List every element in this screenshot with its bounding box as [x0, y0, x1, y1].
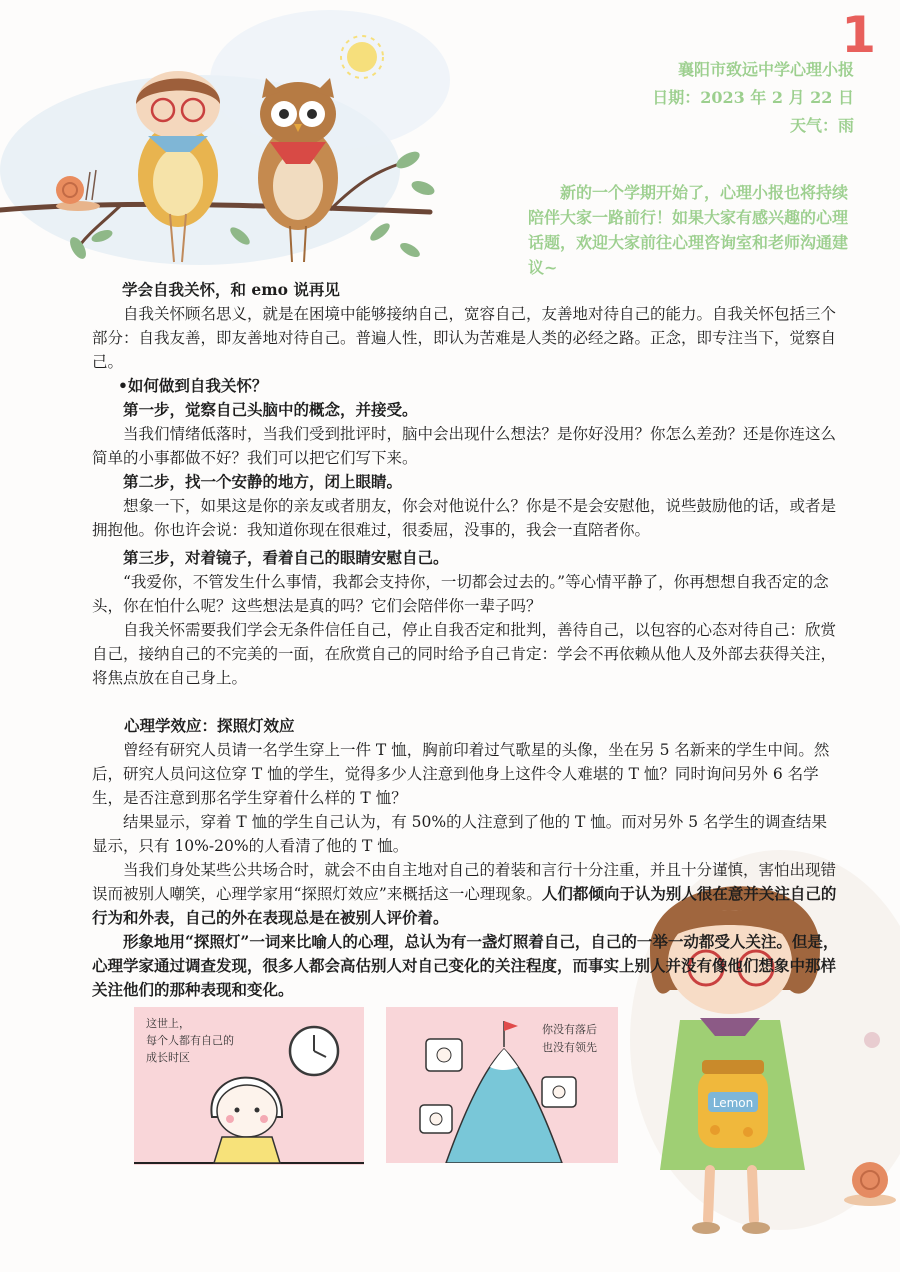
article1-conclusion: 自我关怀需要我们学会无条件信任自己，停止自我否定和批判，善待自己，以包容的心态对待自己：欣赏自己，接纳自己的不完美的一面，在欣赏自己的同时给予自己肯定：学会不再依赖从他人及外部去获得关注，将焦点放在自己身上。 — [92, 621, 837, 687]
article2-p2: 结果显示，穿着 T 恤的学生自己认为，有 50%的人注意到了他的 T 恤。而对另外 5 名学生的调查结果显示，只有 10%-20%的人看清了他的 T 恤。 — [92, 813, 827, 855]
figure1-caption-line2: 每个人都有自己的 — [146, 1034, 234, 1047]
page-number: 1 — [841, 6, 876, 64]
weather: 天气：雨 — [789, 116, 854, 135]
main-content — [92, 278, 840, 1002]
article2-p3 — [92, 858, 840, 930]
article2-p3-normal: 当我们身处某些公共场合时，就会不由自主地对自己的着装和言行十分注重，并且十分谨慎，害怕出现错误而被别人嘲笑，心理学家用“探照灯效应”来概括这一心理现象。 — [92, 861, 837, 903]
issue-date: 日期：2023 年 2 月 22 日 — [652, 88, 854, 107]
article2-p3-bold: 人们都倾向于认为别人很在意并关注自己的行为和外表，自己的外在表现总是在被别人评价着。 — [92, 884, 837, 927]
masthead — [652, 56, 854, 140]
welcome-text: 新的一个学期开始了，心理小报也将持续陪伴大家一路前行！如果大家有感兴趣的心理话题，欢迎大家前往心理咨询室和老师沟通建议~ — [528, 183, 849, 277]
article2-title: 心理学效应：探照灯效应 — [124, 716, 295, 735]
step1-title: 第一步，觉察自己头脑中的概念，并接受。 — [123, 400, 418, 419]
figure1-caption-line3: 成长时区 — [146, 1051, 190, 1064]
figure2-caption-line2: 也没有领先 — [542, 1041, 597, 1054]
article1-question: •如何做到自我关怀？ — [118, 376, 268, 395]
jar-label: Lemon — [712, 1096, 754, 1110]
article1-title: 学会自我关怀，和 emo 说再见 — [122, 280, 340, 299]
step1-text: 当我们情绪低落时，当我们受到批评时，脑中会出现什么想法？是你好没用？你怎么差劲？还是你连这么简单的小事都做不好？我们可以把它们写下来。 — [92, 425, 837, 467]
article1-intro: 自我关怀顾名思义，就是在困境中能够接纳自己，宽容自己，友善地对待自己的能力。自我关怀包括三个部分：自我友善，即友善地对待自己。普遍人性，即认为苦难是人类的必经之路。正念，即专注当下，觉察自己。 — [92, 305, 837, 371]
header-illustration — [0, 0, 460, 275]
school-name: 襄阳市致远中学心理小报 — [677, 60, 854, 79]
clock-icon — [290, 1027, 338, 1075]
growth-timezone-illustration — [134, 1007, 364, 1165]
step3-title: 第三步，对着镜子，看着自己的眼睛安慰自己。 — [123, 548, 449, 567]
step2-title: 第二步，找一个安静的地方，闭上眼睛。 — [123, 472, 403, 491]
step3-text: “我爱你，不管发生什么事情，我都会支持你，一切都会过去的。”等心情平静了，你再想想自我否定的念头，你在怕什么呢？这些想法是真的吗？它们会陪伴你一辈子吗？ — [92, 573, 829, 615]
figure1-caption-line1: 这世上， — [146, 1017, 190, 1030]
lemon-jar-icon — [698, 1060, 768, 1148]
figure2-caption-line1: 你没有落后 — [542, 1023, 597, 1036]
article2-p1: 曾经有研究人员请一名学生穿上一件 T 恤，胸前印着过气歌星的头像，坐在另 5 名新来的学生中间。然后，研究人员问这位穿 T 恤的学生，觉得多少人注意到他身上这件令人难堪的 T 恤？同时询问另外 6 名学生，是否注意到那名学生穿着什么样的 T 恤？ — [92, 741, 830, 807]
mountain-illustration — [386, 1007, 618, 1163]
article2-p4: 形象地用“探照灯”一词来比喻人的心理，总认为有一盏灯照着自己，自己的一举一动都受人关注。但是，心理学家通过调查发现，很多人都会高估别人对自己变化的关注程度，而事实上别人并没有像他们想象中那样关注他们的那种表现和变化。 — [92, 932, 839, 999]
step2-text: 想象一下，如果这是你的亲友或者朋友，你会对他说什么？你是不是会安慰他，说些鼓励他的话，或者是拥抱他。你也许会说：我知道你现在很难过，很委屈，没事的，我会一直陪者你。 — [92, 497, 837, 539]
girl-icon — [211, 1078, 282, 1163]
